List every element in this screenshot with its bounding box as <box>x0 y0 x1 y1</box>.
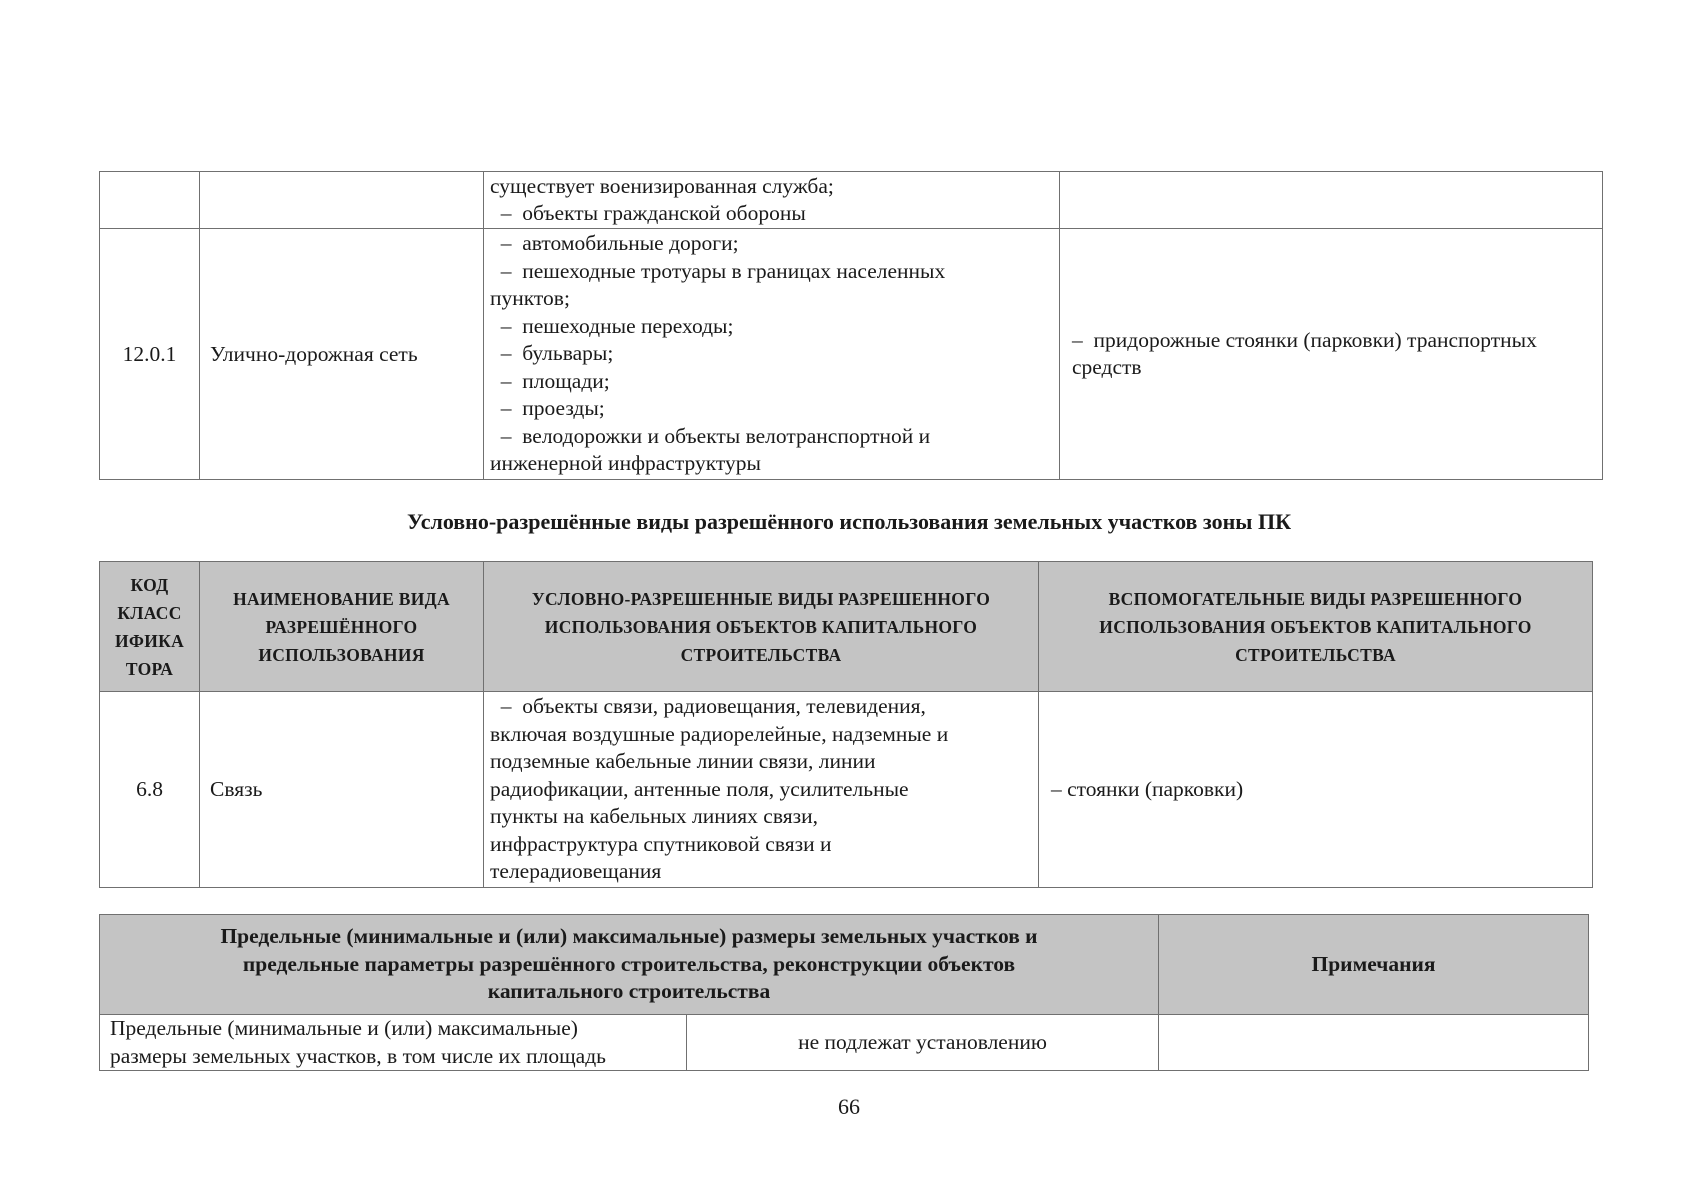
table-limit-parameters <box>99 914 1589 1071</box>
table-row <box>100 172 1603 229</box>
text-line: КЛАСС <box>117 602 182 623</box>
text-line: – бульвары; <box>490 341 614 366</box>
text-line: пункты на кабельных линиях связи, <box>490 804 818 829</box>
text-line: – объекты гражданской обороны <box>490 201 806 225</box>
text-line: – пешеходные переходы; <box>490 313 734 338</box>
text-line: УСЛОВНО-РАЗРЕШЕННЫЕ ВИДЫ РАЗРЕШЕННОГО <box>531 588 991 609</box>
main-uses-cell <box>484 229 1060 480</box>
text-line: ИСПОЛЬЗОВАНИЯ <box>258 644 425 665</box>
text-line: – велодорожки и объекты велотранспортной и <box>490 423 931 448</box>
text-line: инфраструктура спутниковой связи и <box>490 831 832 856</box>
table-row <box>100 229 1603 480</box>
text-line: ВСПОМОГАТЕЛЬНЫЕ ВИДЫ РАЗРЕШЕННОГО <box>1108 588 1523 609</box>
aux-uses-cell <box>1060 172 1603 229</box>
text-line: радиофикации, антенные поля, усилительные <box>490 776 909 801</box>
section-title: Условно-разрешённые виды разрешённого использования земельных участков зоны ПК <box>406 509 1292 534</box>
code-cell: 6.8 <box>100 692 200 888</box>
text-line: ТОРА <box>125 658 174 679</box>
code-cell: 12.0.1 <box>100 229 200 480</box>
main-uses-cell <box>484 172 1060 229</box>
table-permitted-uses-continued <box>99 171 1603 480</box>
table-header-row <box>100 562 1593 692</box>
text-line: средств <box>1072 355 1142 379</box>
text-line: инженерной инфраструктуры <box>490 451 761 476</box>
text-line: телерадиовещания <box>490 859 662 884</box>
text-line: Предельные (минимальные и (или) максимальные) размеры земельных участков и <box>220 924 1038 949</box>
header-notes: Примечания <box>1159 915 1589 1015</box>
name-cell: Связь <box>200 692 484 888</box>
text-line: – придорожные стоянки (парковки) транспортных <box>1072 327 1537 352</box>
text-line: РАЗРЕШЁННОГО <box>265 616 418 637</box>
text-line: КОД <box>130 574 169 595</box>
header-conditional-uses <box>484 562 1039 692</box>
text-line: размеры земельных участков, в том числе их площадь <box>110 1043 606 1068</box>
text-line: включая воздушные радиорелейные, надземные и <box>490 721 949 746</box>
text-line: предельные параметры разрешённого строительства, реконструкции объектов <box>242 951 1016 976</box>
name-cell: Улично-дорожная сеть <box>200 229 484 480</box>
text-line: – автомобильные дороги; <box>490 231 739 256</box>
note-cell <box>1159 1015 1589 1071</box>
text-line: НАИМЕНОВАНИЕ ВИДА <box>233 588 450 609</box>
table-row <box>100 692 1593 888</box>
text-line: Предельные (минимальные и (или) максимальные) <box>110 1016 578 1040</box>
text-line: ИФИКА <box>114 630 185 651</box>
text-line: СТРОИТЕЛЬСТВА <box>680 644 842 665</box>
aux-uses-cell: – стоянки (парковки) <box>1039 692 1593 888</box>
aux-uses-cell <box>1060 229 1603 480</box>
page-number: 66 <box>838 1094 860 1119</box>
text-line: – пешеходные тротуары в границах населенных <box>490 258 946 283</box>
text-line: – площади; <box>490 368 610 393</box>
text-line: – объекты связи, радиовещания, телевидения, <box>490 694 926 719</box>
header-aux-uses <box>1039 562 1593 692</box>
table-header-row <box>100 915 1589 1015</box>
table-conditional-uses <box>99 561 1593 888</box>
text-line: ИСПОЛЬЗОВАНИЯ ОБЪЕКТОВ КАПИТАЛЬНОГО <box>1099 616 1532 637</box>
text-line: пунктов; <box>490 286 570 311</box>
text-line: ИСПОЛЬЗОВАНИЯ ОБЪЕКТОВ КАПИТАЛЬНОГО <box>544 616 978 637</box>
limit-value-cell: не подлежат установлению <box>687 1015 1159 1071</box>
text-line: СТРОИТЕЛЬСТВА <box>1235 644 1396 665</box>
header-name <box>200 562 484 692</box>
conditional-uses-cell <box>484 692 1039 888</box>
text-line: – проезды; <box>490 396 605 421</box>
table-row <box>100 1015 1589 1071</box>
limit-label-cell <box>100 1015 687 1071</box>
header-code <box>100 562 200 692</box>
header-limits <box>100 915 1159 1015</box>
text-line: подземные кабельные линии связи, линии <box>490 749 876 774</box>
text-line: существует военизированная служба; <box>490 173 834 198</box>
name-cell <box>200 172 484 229</box>
text-line: капитального строительства <box>487 979 771 1004</box>
code-cell <box>100 172 200 229</box>
